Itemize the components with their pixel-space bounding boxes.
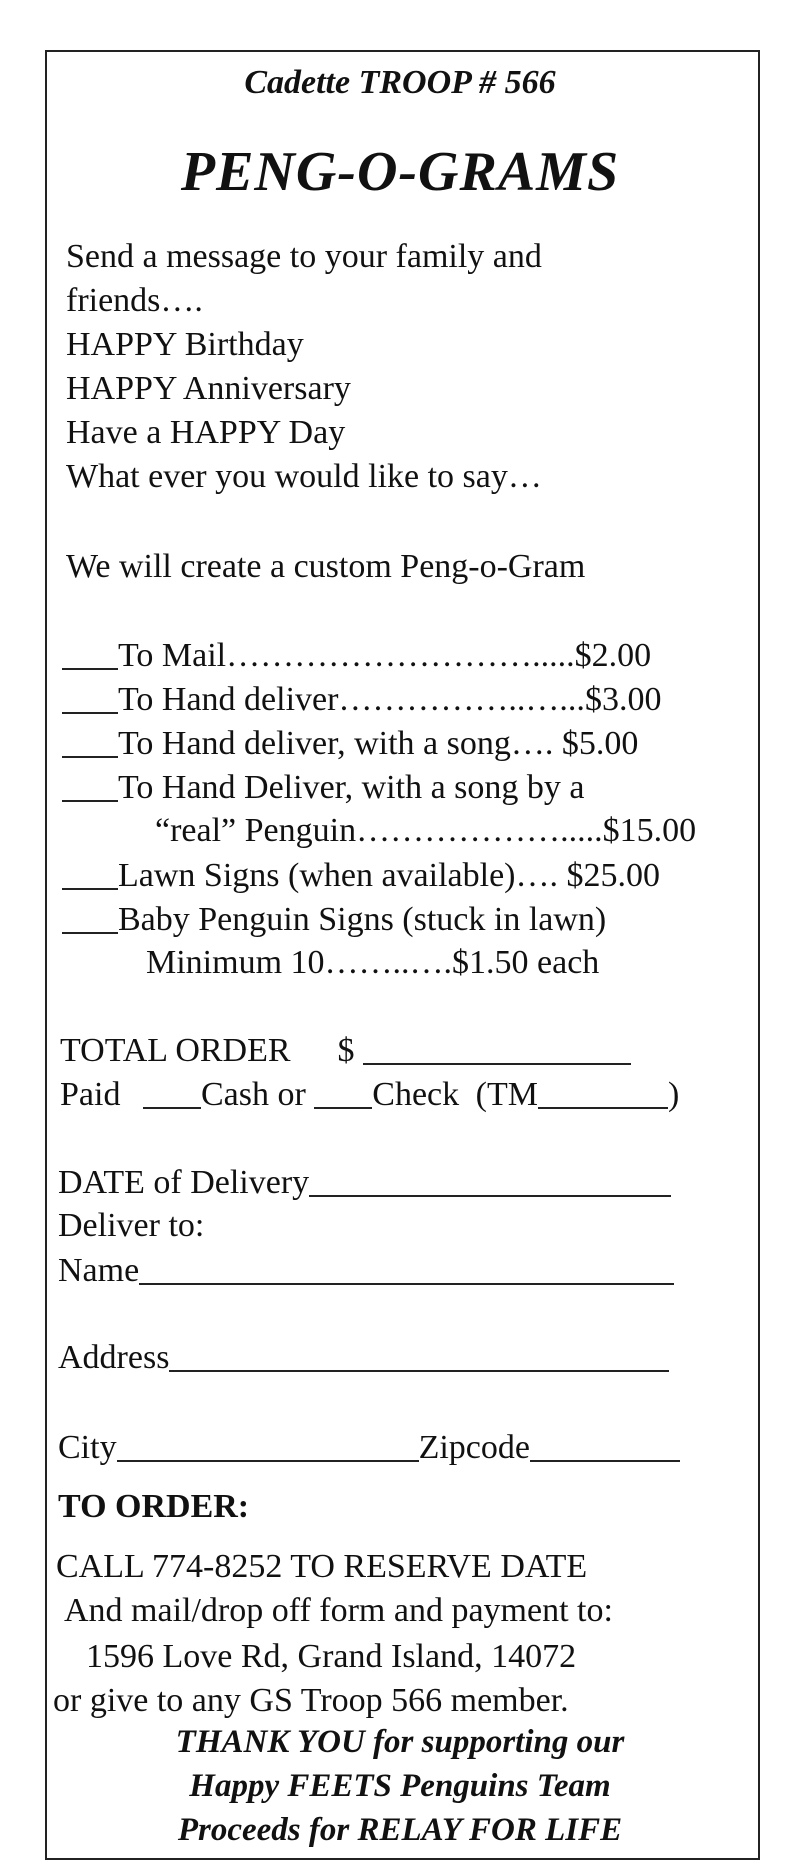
option-price: $15.00 [602, 812, 697, 849]
to-order-heading: TO ORDER: [58, 1488, 250, 1525]
name-label: Name [58, 1252, 140, 1289]
closing-line: THANK YOU for supporting our [175, 1724, 625, 1760]
total-order-label: TOTAL ORDER [60, 1032, 291, 1069]
total-order-field[interactable] [363, 1033, 631, 1065]
option-real-penguin[interactable]: To Hand Deliver, with a song by a [62, 770, 585, 805]
delivery-date-field[interactable] [309, 1165, 671, 1197]
address-row [58, 1340, 669, 1375]
address-label: Address [58, 1339, 170, 1376]
name-field[interactable] [139, 1253, 674, 1285]
intro-line: Send a message to your family and [66, 238, 542, 275]
city-label: City [58, 1429, 117, 1466]
form-title: PENG-O-GRAMS [180, 141, 620, 203]
option-price: $5.00 [561, 725, 639, 762]
checkbox-line[interactable] [62, 770, 118, 802]
zip-label: Zipcode [418, 1429, 530, 1466]
to-order-line: And mail/drop off form and payment to: [64, 1592, 613, 1629]
paid-label: Paid [60, 1076, 121, 1113]
zip-field[interactable] [530, 1430, 680, 1462]
troop-heading: Cadette TROOP # 566 [244, 64, 556, 101]
tm-field[interactable] [538, 1077, 668, 1109]
check-label: Check [372, 1076, 460, 1113]
to-order-line: or give to any GS Troop 566 member. [53, 1682, 569, 1719]
option-hand-deliver-song[interactable]: To Hand deliver, with a song…. $5.00 [62, 726, 638, 761]
to-order-line: CALL 774-8252 TO RESERVE DATE [56, 1548, 588, 1585]
checkbox-line[interactable] [62, 902, 118, 934]
checkbox-line[interactable] [62, 726, 118, 758]
custom-line: We will create a custom Peng-o-Gram [66, 548, 586, 585]
delivery-date-label: DATE of Delivery [58, 1164, 310, 1201]
address-field[interactable] [169, 1340, 669, 1372]
option-minimum-line: Minimum 10……..….$1.50 each [146, 944, 600, 981]
total-order-row [60, 1033, 631, 1068]
closing-line: Happy FEETS Penguins Team [189, 1768, 611, 1804]
deliver-to-label: Deliver to: [58, 1207, 205, 1244]
intro-line: Have a HAPPY Day [66, 414, 346, 451]
option-lawn-signs[interactable]: Lawn Signs (when available)…. $25.00 [62, 858, 660, 893]
cash-label: Cash or [200, 1076, 306, 1113]
option-mail[interactable]: To Mail……………………….....$2.00 [62, 638, 651, 673]
intro-line: What ever you would like to say… [66, 458, 542, 495]
to-order-line: 1596 Love Rd, Grand Island, 14072 [86, 1638, 577, 1675]
closing-line: Proceeds for RELAY FOR LIFE [177, 1812, 623, 1848]
intro-line: HAPPY Birthday [66, 326, 304, 363]
option-real-penguin-price-line: “real” Penguin……………….....$15.00 [155, 812, 697, 849]
checkbox-line[interactable] [62, 858, 118, 890]
city-field[interactable] [117, 1430, 419, 1462]
intro-line: HAPPY Anniversary [66, 370, 351, 407]
intro-line: friends…. [66, 282, 203, 319]
option-baby-penguin-signs[interactable]: Baby Penguin Signs (stuck in lawn) [62, 902, 606, 937]
checkbox-line[interactable] [62, 682, 118, 714]
delivery-date-row [58, 1165, 671, 1200]
city-zip-row [58, 1430, 680, 1465]
payment-row: Paid Cash or Check (TM ) [60, 1076, 680, 1113]
tm-label: (TM [475, 1076, 538, 1113]
checkbox-line[interactable] [62, 638, 118, 670]
option-price: $2.00 [574, 637, 652, 674]
cash-checkbox-line[interactable] [143, 1077, 201, 1109]
option-price: $25.00 [566, 857, 660, 894]
option-price: $1.50 each [452, 944, 600, 981]
currency-symbol: $ [337, 1032, 355, 1069]
option-price: $3.00 [584, 681, 662, 718]
option-hand-deliver[interactable]: To Hand deliver……………..…...$3.00 [62, 682, 661, 717]
name-row [58, 1253, 674, 1288]
check-checkbox-line[interactable] [314, 1077, 372, 1109]
